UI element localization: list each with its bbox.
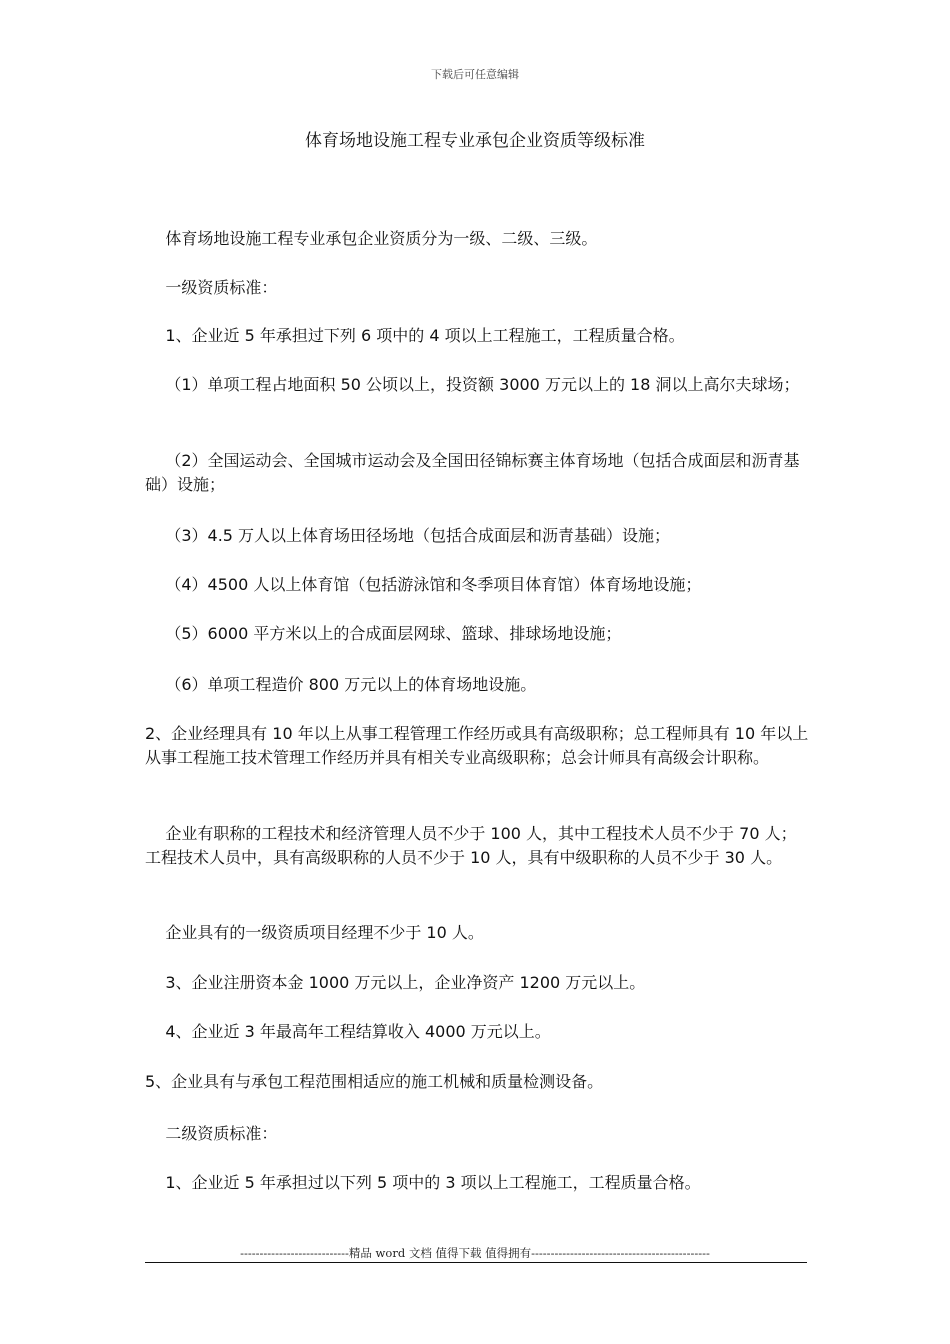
- paragraph-l1-item-5: 5、企业具有与承包工程范围相适应的施工机械和质量检测设备。: [145, 1072, 604, 1091]
- footer-divider: [145, 1262, 807, 1263]
- paragraph-l1-sub-1: （1）单项工程占地面积 50 公顷以上，投资额 3000 万元以上的 18 洞以上高尔夫球场；: [145, 375, 800, 394]
- paragraph-l1-managers: 企业具有的一级资质项目经理不少于 10 人。: [145, 923, 484, 942]
- paragraph-intro: 体育场地设施工程专业承包企业资质分为一级、二级、三级。: [145, 229, 598, 248]
- document-title: 体育场地设施工程专业承包企业资质等级标准: [305, 131, 645, 151]
- paragraph-l1-item-1: 1、企业近 5 年承担过下列 6 项中的 4 项以上工程施工，工程质量合格。: [145, 326, 685, 345]
- paragraph-l1-sub-4: （4）4500 人以上体育馆（包括游泳馆和冬季项目体育馆）体育场地设施；: [145, 575, 702, 594]
- footer-text: ----------------------------精品 word 文档 值得下载 值得拥有----------------------------------------------: [240, 1246, 710, 1260]
- paragraph-l2-item-1: 1、企业近 5 年承担过以下列 5 项中的 3 项以上工程施工，工程质量合格。: [145, 1173, 701, 1192]
- paragraph-l1-item-3: 3、企业注册资本金 1000 万元以上，企业净资产 1200 万元以上。: [145, 973, 646, 992]
- paragraph-l1-sub-5: （5）6000 平方米以上的合成面层网球、篮球、排球场地设施；: [145, 624, 622, 643]
- heading-level-2: 二级资质标准：: [145, 1124, 278, 1143]
- paragraph-l1-sub-3: （3）4.5 万人以上体育场田径场地（包括合成面层和沥青基础）设施；: [145, 526, 671, 545]
- header-note: 下载后可任意编辑: [431, 68, 519, 81]
- paragraph-l1-sub-6: （6）单项工程造价 800 万元以上的体育场地设施。: [145, 675, 537, 694]
- paragraph-l1-item-2: 2、企业经理具有 10 年以上从事工程管理工作经历或具有高级职称；总工程师具有 10 年以上从事工程施工技术管理工作经历并具有相关专业高级职称；总会计师具有高级会计职称。: [145, 724, 809, 767]
- paragraph-l1-item-4: 4、企业近 3 年最高年工程结算收入 4000 万元以上。: [145, 1022, 551, 1041]
- paragraph-l1-sub-2: （2）全国运动会、全国城市运动会及全国田径锦标赛主体育场地（包括合成面层和沥青基础）设施；: [145, 451, 800, 494]
- paragraph-l1-staff: 企业有职称的工程技术和经济管理人员不少于 100 人，其中工程技术人员不少于 70 人；工程技术人员中，具有高级职称的人员不少于 10 人，具有中级职称的人员不少于 30 人。: [145, 824, 797, 867]
- heading-level-1: 一级资质标准：: [145, 278, 278, 297]
